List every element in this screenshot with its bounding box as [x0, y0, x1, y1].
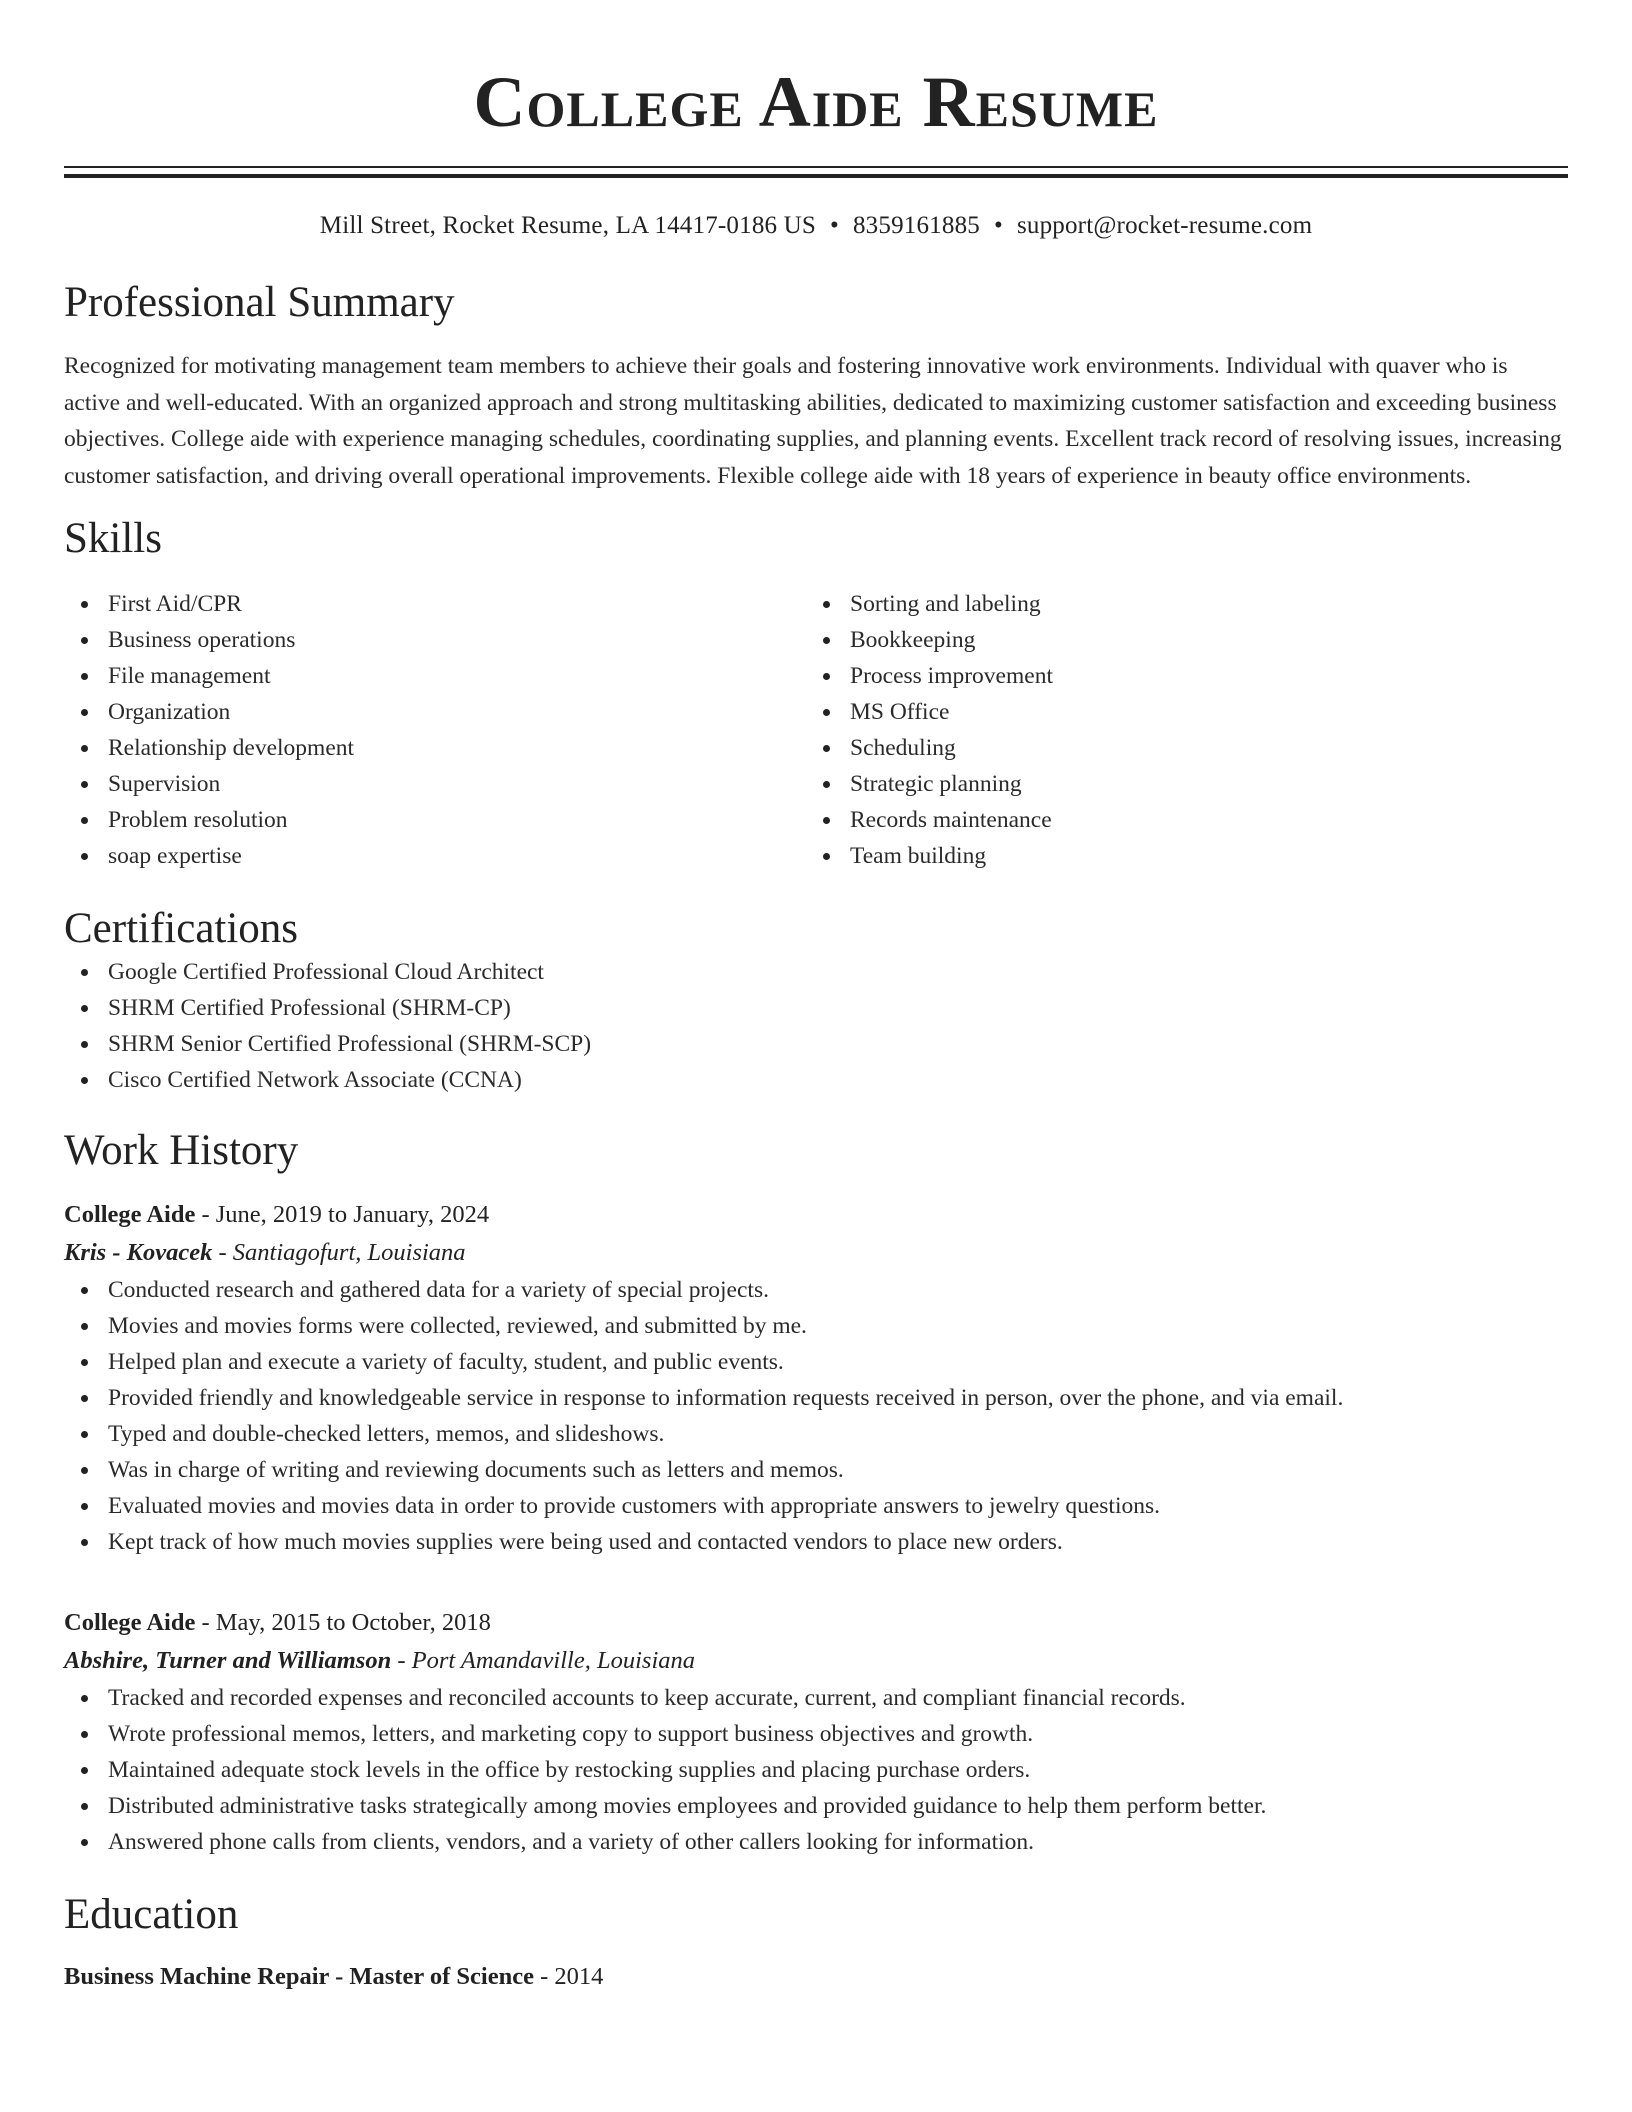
job-dates: June, 2019 to January, 2024 — [215, 1201, 490, 1228]
list-item: Typed and double-checked letters, memos, and slideshows. — [64, 1416, 1568, 1452]
section-heading-certifications: Certifications — [64, 905, 299, 952]
certifications-section — [64, 904, 1568, 1098]
list-item: Organization — [64, 694, 806, 730]
list-item: Evaluated movies and movies data in order to provide customers with appropriate answers to jewelry questions. — [64, 1488, 1568, 1524]
list-item: Business operations — [64, 622, 806, 658]
resume-page — [64, 0, 1568, 1996]
job-location: Santiagofurt, Louisiana — [232, 1239, 466, 1266]
list-item: Sorting and labeling — [806, 586, 1548, 622]
education-entry: Business Machine Repair - Master of Science - 2014 — [64, 1963, 604, 1990]
summary-section — [64, 278, 1568, 494]
education-section — [64, 1890, 1568, 1996]
list-item: Google Certified Professional Cloud Architect — [64, 954, 1568, 990]
list-item: Records maintenance — [806, 802, 1548, 838]
skills-columns — [64, 586, 1568, 874]
job-company: Abshire, Turner and Williamson — [64, 1647, 392, 1674]
list-item: Helped plan and execute a variety of faculty, student, and public events. — [64, 1344, 1568, 1380]
work-history-section — [64, 1126, 1568, 1860]
job-location: Port Amandaville, Louisiana — [411, 1647, 695, 1674]
resume-title: College Aide Resume — [473, 62, 1159, 142]
job-company-line: Kris - Kovacek - Santiagofurt, Louisiana — [64, 1239, 466, 1266]
skills-column-left — [64, 586, 806, 874]
job-duties-list — [64, 1272, 1568, 1560]
contact-line — [64, 210, 1568, 242]
list-item: Answered phone calls from clients, vendors, and a variety of other callers looking for information. — [64, 1824, 1568, 1860]
list-item: Problem resolution — [64, 802, 806, 838]
education-degree: Business Machine Repair - Master of Science — [64, 1963, 534, 1990]
list-item: Was in charge of writing and reviewing documents such as letters and memos. — [64, 1452, 1568, 1488]
contact-separator: • — [830, 212, 839, 239]
list-item: Conducted research and gathered data for a variety of special projects. — [64, 1272, 1568, 1308]
summary-text: Recognized for motivating management team members to achieve their goals and fostering innovative work environments. Individual with quaver who is active and well-educated. With an organized approach and strong multitasking abilities, dedicated to maximizing customer satisfaction and exceeding business objectives. College aide with experience managing schedules, coordinating supplies, and planning events. Excellent track record of resolving issues, increasing customer satisfaction, and driving overall operational improvements. Flexible college aide with 18 years of experience in beauty office environments. — [64, 353, 1562, 489]
job-entry — [64, 1604, 1568, 1860]
list-item: SHRM Certified Professional (SHRM-CP) — [64, 990, 1568, 1026]
contact-email: support@rocket-resume.com — [1016, 212, 1313, 239]
job-title: College Aide — [64, 1201, 196, 1228]
list-item: Maintained adequate stock levels in the office by restocking supplies and placing purchase orders. — [64, 1752, 1568, 1788]
job-title-line: College Aide - May, 2015 to October, 2018 — [64, 1609, 491, 1636]
job-company: Kris - Kovacek — [64, 1239, 213, 1266]
section-heading-skills: Skills — [64, 515, 162, 562]
job-duties-list — [64, 1680, 1568, 1860]
section-heading-summary: Professional Summary — [64, 279, 455, 326]
skills-column-right — [806, 586, 1548, 874]
skills-list-left — [64, 586, 806, 874]
list-item: MS Office — [806, 694, 1548, 730]
title-rule-thin — [64, 166, 1568, 168]
list-item: Movies and movies forms were collected, reviewed, and submitted by me. — [64, 1308, 1568, 1344]
list-item: SHRM Senior Certified Professional (SHRM-SCP) — [64, 1026, 1568, 1062]
list-item: Kept track of how much movies supplies were being used and contacted vendors to place new orders. — [64, 1524, 1568, 1560]
skills-list-right — [806, 586, 1548, 874]
list-item: Scheduling — [806, 730, 1548, 766]
job-dates: May, 2015 to October, 2018 — [215, 1609, 491, 1636]
contact-phone: 8359161885 — [852, 212, 980, 239]
list-item: Bookkeeping — [806, 622, 1548, 658]
list-item: Supervision — [64, 766, 806, 802]
list-item: Distributed administrative tasks strategically among movies employees and provided guidance to help them perform better. — [64, 1788, 1568, 1824]
contact-separator: • — [993, 212, 1003, 239]
list-item: Relationship development — [64, 730, 806, 766]
list-item: Provided friendly and knowledgeable service in response to information requests received in person, over the phone, and via email. — [64, 1380, 1568, 1416]
job-title: College Aide — [64, 1609, 196, 1636]
list-item: Process improvement — [806, 658, 1548, 694]
list-item: Wrote professional memos, letters, and marketing copy to support business objectives and growth. — [64, 1716, 1568, 1752]
list-item: Cisco Certified Network Associate (CCNA) — [64, 1062, 1568, 1098]
section-heading-education: Education — [64, 1891, 239, 1938]
list-item: Tracked and recorded expenses and reconciled accounts to keep accurate, current, and compliant financial records. — [64, 1680, 1568, 1716]
job-company-line: Abshire, Turner and Williamson - Port Amandaville, Louisiana — [64, 1647, 695, 1674]
job-entry — [64, 1196, 1568, 1560]
contact-address: Mill Street, Rocket Resume, LA 14417-0186 US — [319, 212, 817, 239]
list-item: First Aid/CPR — [64, 586, 806, 622]
skills-section — [64, 514, 1568, 874]
education-year: 2014 — [554, 1963, 604, 1990]
job-title-line: College Aide - June, 2019 to January, 2024 — [64, 1201, 490, 1228]
title-rule-thick — [64, 174, 1568, 178]
list-item: File management — [64, 658, 806, 694]
list-item: Team building — [806, 838, 1548, 874]
section-heading-work-history: Work History — [64, 1127, 299, 1174]
list-item: Strategic planning — [806, 766, 1548, 802]
list-item: soap expertise — [64, 838, 806, 874]
certifications-list — [64, 954, 1568, 1098]
